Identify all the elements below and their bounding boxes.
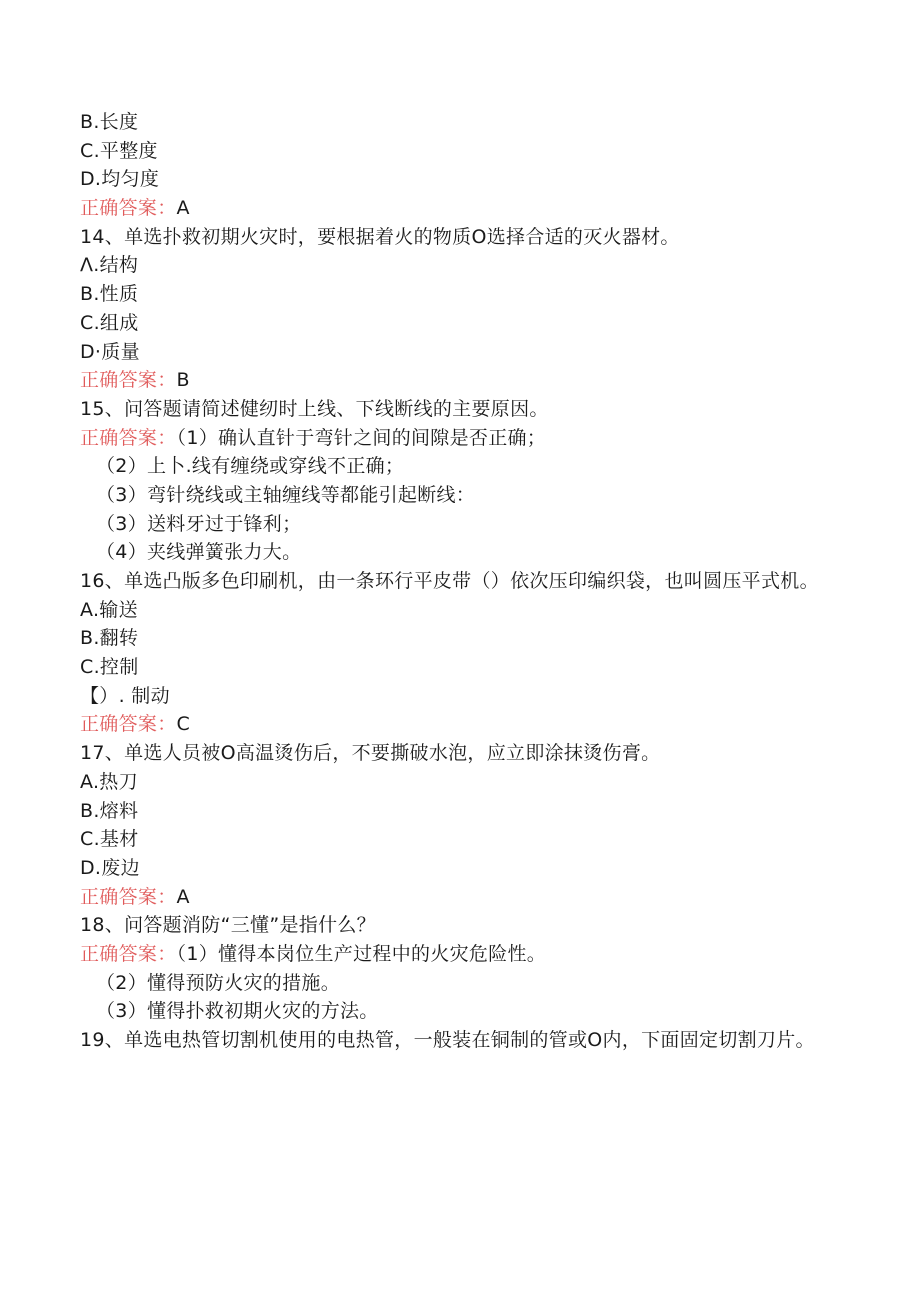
answer-value: A: [176, 197, 190, 220]
option-line: B.熔料: [80, 799, 139, 822]
answer-line: [80, 940, 840, 969]
question-line: 15、问答题请简述健纫时上线、下线断线的主要原因。: [80, 397, 549, 420]
answer-label: 正确答案：: [80, 942, 177, 965]
option-line: C.组成: [80, 311, 139, 334]
question-line: 19、单选电热管切割机使用的电热管，一般装在铜制的管或O内，下面固定切割刀片。: [80, 1029, 815, 1052]
document-page: [80, 108, 840, 1055]
question-line: 16、单选凸版多色印刷机，由一条环行平皮带（）依次压印编织袋，也叫圆压平式机。: [80, 570, 819, 592]
answer-continuation-line: （4）夹线弹簧张力大。: [96, 541, 302, 564]
answer-continuation-line: （2）懂得预防火灾的措施。: [96, 971, 340, 994]
answer-continuation-line: （3）弯针绕线或主轴缠线等都能引起断线：: [96, 483, 476, 506]
answer-value: B: [176, 369, 190, 392]
answer-label: 正确答案：: [80, 426, 177, 449]
option-line: Λ.结构: [80, 254, 139, 277]
option-line: 【）. 制动: [80, 684, 170, 707]
question-line: 18、问答题消防“三懂”是指什么？: [80, 914, 376, 937]
option-line: C.控制: [80, 656, 139, 679]
answer-label: 正确答案：: [80, 885, 177, 908]
option-line: D.废边: [80, 856, 140, 879]
answer-label: 正确答案：: [80, 197, 177, 220]
option-line: B.性质: [80, 283, 139, 306]
answer-label: 正确答案：: [80, 713, 177, 736]
option-line: D·质量: [80, 340, 140, 363]
answer-line: [80, 424, 840, 453]
answer-line: [80, 710, 840, 739]
answer-value: C: [176, 713, 191, 736]
answer-continuation-line: （3）懂得扑救初期火灾的方法。: [96, 1000, 379, 1023]
option-line: A.输送: [80, 598, 138, 621]
option-line: C.基材: [80, 828, 139, 851]
answer-continuation-line: （2）上卜.线有缠绕或穿线不正确；: [96, 455, 405, 478]
question-line: 17、单选人员被O高温烫伤后，不要撕破水泡，应立即涂抹烫伤膏。: [80, 742, 661, 765]
answer-line: [80, 366, 840, 395]
option-line: C.平整度: [80, 139, 158, 162]
answer-value: A: [176, 885, 190, 908]
option-line: A.热刀: [80, 770, 138, 793]
answer-label: 正确答案：: [80, 369, 177, 392]
question-line: 14、单选扑救初期火灾时，要根据着火的物质O选择合适的灭火器材。: [80, 225, 680, 248]
answer-value: （1）确认直针于弯针之间的间隙是否正确；: [176, 426, 547, 449]
option-line: D.均匀度: [80, 168, 160, 191]
option-line: B.翻转: [80, 627, 139, 650]
answer-line: [80, 883, 840, 912]
answer-value: （1）懂得本岗位生产过程中的火灾危险性。: [176, 942, 547, 965]
option-line: B.长度: [80, 111, 139, 133]
answer-continuation-line: （3）送料牙过于锋利；: [96, 512, 302, 535]
answer-line: [80, 194, 840, 223]
